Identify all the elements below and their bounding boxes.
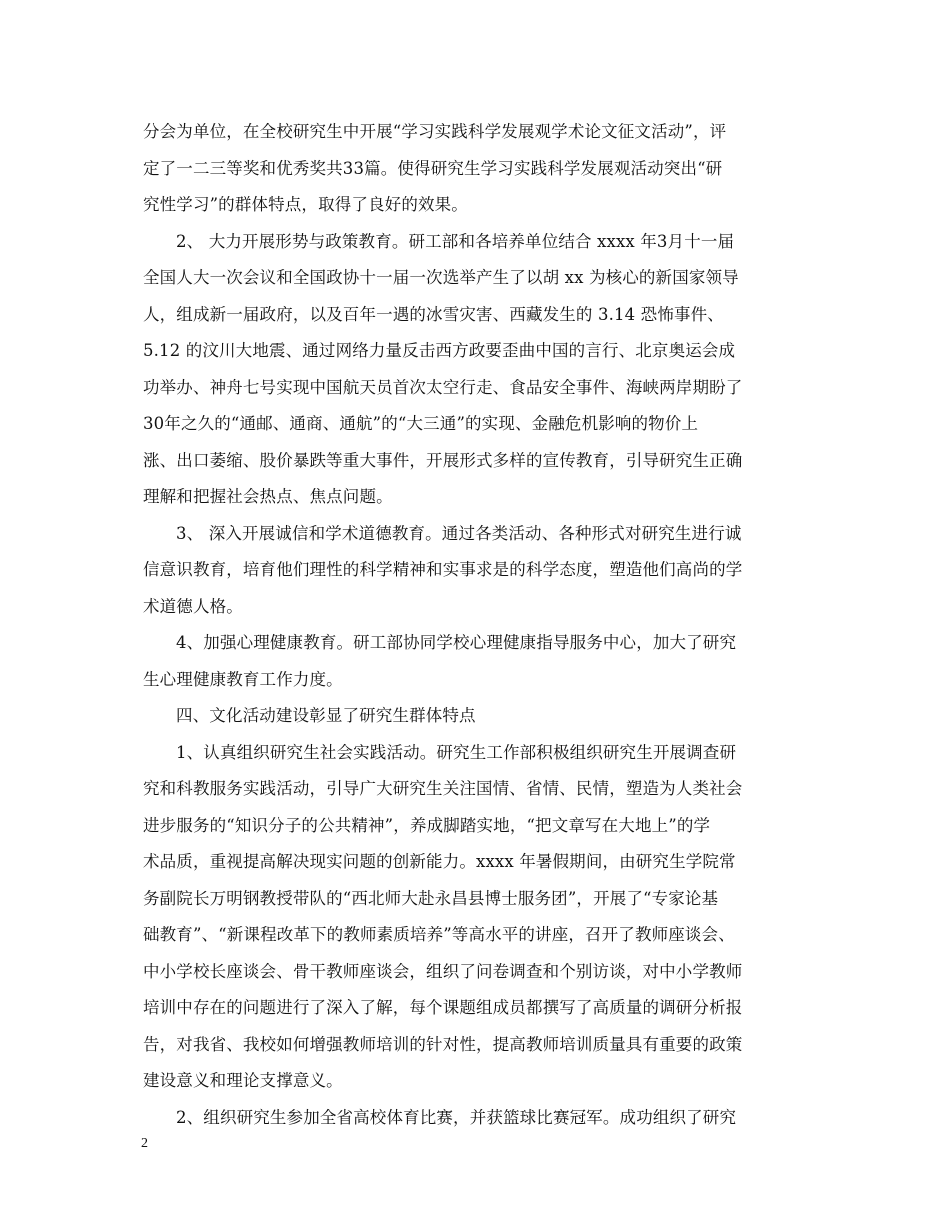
text-line: 2、组织研究生参加全省高校体育比赛，并获篮球比赛冠军。成功组织了研究: [176, 1107, 737, 1127]
text-line: 1、认真组织研究生社会实践活动。研究生工作部积极组织研究生开展调查研: [176, 742, 737, 762]
text-line: 究和科教服务实践活动，引导广大研究生关注国情、省情、民情，塑造为人类社会: [143, 779, 743, 798]
text-line: 全国人大一次会议和全国政协十一届一次选举产生了以胡 xx 为核心的新国家领导: [143, 268, 739, 287]
text-line: 术道德人格。: [143, 596, 243, 616]
text-line: 中小学校长座谈会、骨干教师座谈会，组织了问卷调查和个别访谈，对中小学教师: [143, 961, 743, 981]
text-line: 础教育”、“新课程改革下的教师素质培养”等高水平的讲座，召开了教师座谈会、: [143, 925, 735, 944]
text-line: 5.12 的汶川大地震、通过网络力量反击西方政要歪曲中国的言行、北京奥运会成: [143, 341, 736, 360]
text-line: 建设意义和理论支撑意义。: [143, 1071, 343, 1090]
text-line: 4、加强心理健康教育。研工部协同学校心理健康指导服务中心，加大了研究: [176, 633, 737, 652]
text-line: 30年之久的“通邮、通商、通航”的“大三通”的实现、金融危机影响的物价上: [143, 414, 699, 433]
text-line: 究性学习”的群体特点，取得了良好的效果。: [143, 195, 468, 214]
text-line: 涨、出口萎缩、股价暴跌等重大事件，开展形式多样的宣传教育，引导研究生正确: [143, 450, 743, 470]
text-line: 信意识教育，培育他们理性的科学精神和实事求是的科学态度，塑造他们高尚的学: [143, 560, 743, 579]
page-number: 2: [141, 1136, 148, 1151]
text-line: 人，组成新一届政府，以及百年一遇的冰雪灾害、西藏发生的 3.14 恐怖事件、: [143, 304, 724, 324]
text-line: 分会为单位，在全校研究生中开展“学习实践科学发展观学术论文征文活动”，评: [143, 122, 727, 141]
text-line: 培训中存在的问题进行了深入了解，每个课题组成员都撰写了高质量的调研分析报: [143, 998, 743, 1017]
text-line: 生心理健康教育工作力度。: [143, 669, 343, 689]
text-line: 2、 大力开展形势与政策教育。研工部和各培养单位结合 xxxx 年3月十一届: [176, 231, 735, 251]
text-line: 定了一二三等奖和优秀奖共33篇。使得研究生学习实践科学发展观活动突出“研: [143, 158, 723, 178]
text-line: 理解和把握社会热点、焦点问题。: [143, 487, 393, 506]
text-line: 告，对我省、我校如何增强教师培训的针对性，提高教师培训质量具有重要的政策: [143, 1034, 743, 1054]
text-line: 进步服务的“知识分子的公共精神”，养成脚踏实地，“把文章写在大地上”的学: [143, 815, 711, 835]
text-line: 术品质，重视提高解决现实问题的创新能力。xxxx 年暑假期间，由研究生学院常: [143, 852, 736, 871]
text-line: 3、 深入开展诚信和学术道德教育。通过各类活动、各种形式对研究生进行诚: [176, 523, 742, 543]
text-line: 功举办、神舟七号实现中国航天员首次太空行走、食品安全事件、海峡两岸期盼了: [143, 377, 743, 397]
text-line: 四、文化活动建设彰显了研究生群体特点: [176, 706, 476, 725]
text-line: 务副院长万明钢教授带队的“西北师大赴永昌县博士服务团”，开展了“专家论基: [143, 888, 719, 908]
body-text: [143, 114, 811, 1136]
